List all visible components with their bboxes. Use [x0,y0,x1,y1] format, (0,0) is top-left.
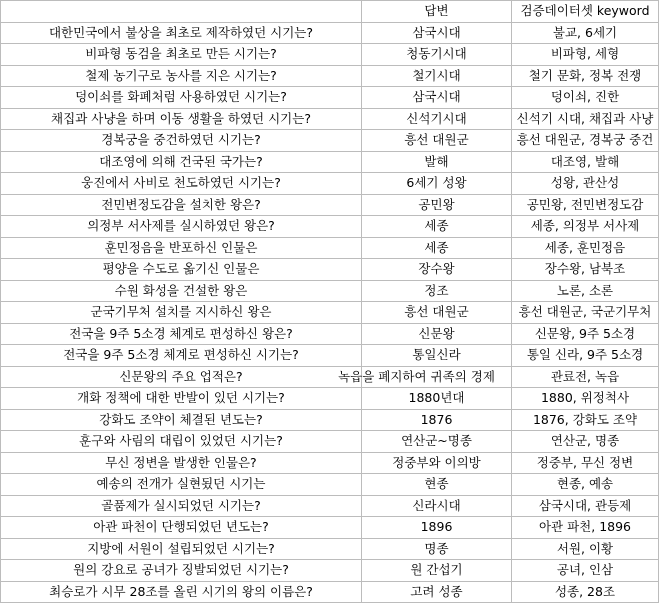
question-cell: 골품제가 실시되었던 시기는? [1,495,362,517]
table-row [1,237,659,259]
keyword-cell: 신문왕, 9주 5소경 [512,323,659,345]
question-cell: 훈구와 사림의 대립이 있었던 시기는? [1,431,362,453]
question-cell: 원의 강요로 공녀가 징발되었던 시기는? [1,560,362,582]
keyword-cell: 흥선 대원군, 국군기무처 [512,302,659,324]
table-row [1,22,659,44]
answer-cell: 신석기시대 [362,108,512,130]
question-cell: 신문왕의 주요 업적은? [1,366,362,388]
keyword-cell: 관료전, 녹읍 [512,366,659,388]
question-cell: 지방에 서원이 설립되었던 시기는? [1,538,362,560]
table-row [1,302,659,324]
question-cell: 의정부 서사제를 실시하였던 왕은? [1,216,362,238]
question-cell: 전민변정도감을 설치한 왕은? [1,194,362,216]
table-row [1,431,659,453]
answer-cell: 신문왕 [362,323,512,345]
keyword-cell: 흥선 대원군, 경복궁 중건 [512,130,659,152]
table-row [1,173,659,195]
question-cell: 예송의 전개가 실현됬던 시기는 [1,474,362,496]
question-cell: 전국을 9주 5소경 체계로 편성하신 시기는? [1,345,362,367]
answer-cell: 연산군~명종 [362,431,512,453]
table-row [1,194,659,216]
question-cell: 평양을 수도로 옮기신 인물은 [1,259,362,281]
table-row [1,517,659,539]
answer-cell: 삼국시대 [362,22,512,44]
table-row [1,388,659,410]
question-cell: 채집과 사냥을 하며 이동 생활을 하였던 시기는? [1,108,362,130]
table-row [1,345,659,367]
question-cell: 훈민정음을 반포하신 인물은 [1,237,362,259]
answer-cell: 통일신라 [362,345,512,367]
keyword-cell: 세종, 훈민정음 [512,237,659,259]
question-cell: 대조영에 의해 건국된 국가는? [1,151,362,173]
keyword-cell: 세종, 의정부 서사제 [512,216,659,238]
answer-cell: 청동기시대 [362,44,512,66]
question-cell: 개화 정책에 대한 반발이 있던 시기는? [1,388,362,410]
question-cell: 전국을 9주 5소경 체계로 편성하신 왕은? [1,323,362,345]
answer-cell: 흥선 대원군 [362,302,512,324]
keyword-cell: 노론, 소론 [512,280,659,302]
answer-cell: 원 간섭기 [362,560,512,582]
question-cell: 강화도 조약이 체결된 년도는? [1,409,362,431]
keyword-cell: 1880, 위정척사 [512,388,659,410]
table-row [1,280,659,302]
answer-cell: 정중부와 이의방 [362,452,512,474]
question-cell: 경복궁을 중건하였던 시기는? [1,130,362,152]
answer-cell: 철기시대 [362,65,512,87]
answer-cell: 명종 [362,538,512,560]
table-row [1,65,659,87]
keyword-cell: 공녀, 인삼 [512,560,659,582]
question-cell: 웅진에서 사비로 천도하였던 시기는? [1,173,362,195]
header-question [1,1,362,23]
table-row [1,151,659,173]
keyword-cell: 아관 파천, 1896 [512,517,659,539]
answer-cell: 발해 [362,151,512,173]
keyword-cell: 연산군, 명종 [512,431,659,453]
table-row [1,108,659,130]
answer-cell: 공민왕 [362,194,512,216]
question-cell: 비파형 동검을 최초로 만든 시기는? [1,44,362,66]
answer-cell [338,366,512,388]
question-cell: 덩이쇠를 화폐처럼 사용하였던 시기는? [1,87,362,109]
keyword-cell: 장수왕, 남북조 [512,259,659,281]
answer-cell: 1876 [362,409,512,431]
question-cell: 군국기무처 설치를 지시하신 왕은 [1,302,362,324]
table-row [1,495,659,517]
question-cell: 최승로가 시무 28조를 올린 시기의 왕의 이름은? [1,581,362,603]
answer-cell: 흥선 대원군 [362,130,512,152]
answer-cell: 1896 [362,517,512,539]
keyword-cell: 성왕, 관산성 [512,173,659,195]
question-cell: 수원 화성을 건설한 왕은 [1,280,362,302]
table-row [1,366,659,388]
table-row [1,216,659,238]
question-cell: 아관 파천이 단행되었던 년도는? [1,517,362,539]
question-cell: 대한민국에서 불상을 최초로 제작하였던 시기는? [1,22,362,44]
table-row [1,87,659,109]
question-cell: 철제 농기구로 농사를 지은 시기는? [1,65,362,87]
table-row [1,259,659,281]
keyword-cell: 1876, 강화도 조약 [512,409,659,431]
answer-cell: 정조 [362,280,512,302]
header-keyword: 검증데이터셋 keyword [512,1,659,23]
question-cell: 무신 정변을 발생한 인물은? [1,452,362,474]
table-row [1,538,659,560]
table-row [1,130,659,152]
keyword-cell: 공민왕, 전민변정도감 [512,194,659,216]
answer-cell: 고려 성종 [362,581,512,603]
keyword-cell: 덩이쇠, 진한 [512,87,659,109]
keyword-cell: 서원, 이황 [512,538,659,560]
keyword-cell: 철기 문화, 정복 전쟁 [512,65,659,87]
answer-cell: 장수왕 [362,259,512,281]
answer-cell: 현종 [362,474,512,496]
table-row [1,560,659,582]
table-row [1,44,659,66]
answer-cell: 1880년대 [362,388,512,410]
keyword-cell: 정중부, 무신 정변 [512,452,659,474]
answer-cell: 신라시대 [362,495,512,517]
keyword-cell: 통일 신라, 9주 5소경 [512,345,659,367]
table-row [1,323,659,345]
keyword-cell: 신석기 시대, 채집과 사냥 [512,108,659,130]
table-row [1,452,659,474]
answer-cell: 세종 [362,216,512,238]
header-row [1,1,659,23]
table-row [1,409,659,431]
table-row [1,581,659,603]
keyword-cell: 불교, 6세기 [512,22,659,44]
table-row [1,474,659,496]
keyword-cell: 삼국시대, 관등제 [512,495,659,517]
keyword-cell: 현종, 예송 [512,474,659,496]
answer-cell: 세종 [362,237,512,259]
keyword-cell: 대조영, 발해 [512,151,659,173]
answer-cell: 6세기 성왕 [362,173,512,195]
keyword-cell: 성종, 28조 [512,581,659,603]
header-answer: 답변 [362,1,512,23]
answer-cell-text: 녹읍을 폐지하여 귀족의 경제 [338,368,495,384]
keyword-cell: 비파형, 세형 [512,44,659,66]
answer-cell: 삼국시대 [362,87,512,109]
